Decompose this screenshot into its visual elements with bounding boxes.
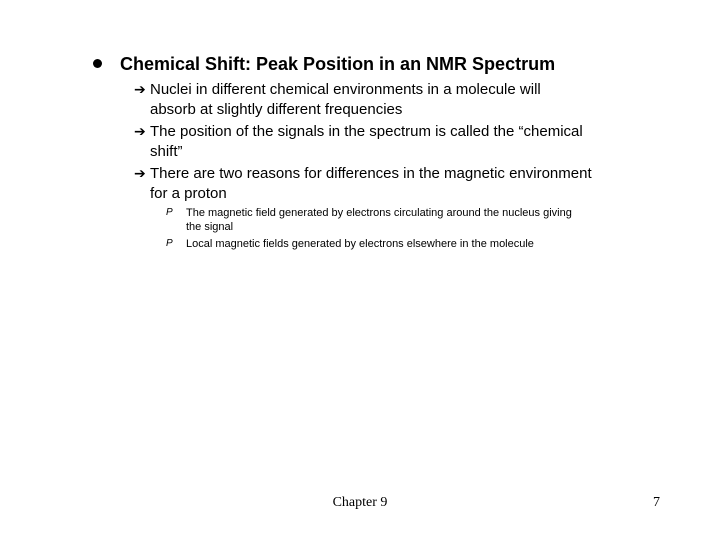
subpoint-1-line-1: The magnetic field generated by electrons circulating around the nucleus giving (186, 207, 572, 219)
point-3-line-1: There are two reasons for differences in the magnetic environment (150, 165, 592, 182)
point-2-line-1: The position of the signals in the spectrum is called the “chemical (150, 123, 583, 140)
subpoint-2 (166, 237, 666, 251)
point-1 (134, 80, 674, 120)
check-mark-icon: P (166, 207, 173, 218)
arrow-icon: ➔ (134, 82, 146, 98)
subpoint-1-line-2: the signal (186, 221, 234, 233)
footer-page-number: 7 (653, 495, 660, 510)
arrow-icon: ➔ (134, 124, 146, 140)
subpoint-1 (166, 206, 666, 234)
footer-chapter: Chapter 9 (332, 495, 388, 510)
point-1-line-1: Nuclei in different chemical environments in a molecule will (150, 81, 541, 98)
subpoint-2-line-1: Local magnetic fields generated by electrons elsewhere in the molecule (186, 238, 534, 250)
point-1-line-2: absorb at slightly different frequencies (150, 101, 403, 118)
point-3 (134, 164, 674, 204)
check-mark-icon: P (166, 238, 173, 249)
arrow-icon: ➔ (134, 166, 146, 182)
point-2-line-2: shift” (150, 143, 183, 160)
bullet-dot-icon (93, 59, 102, 68)
point-2 (134, 122, 674, 162)
point-3-line-2: for a proton (150, 185, 227, 202)
slide-heading: Chemical Shift: Peak Position in an NMR Spectrum (120, 54, 556, 74)
